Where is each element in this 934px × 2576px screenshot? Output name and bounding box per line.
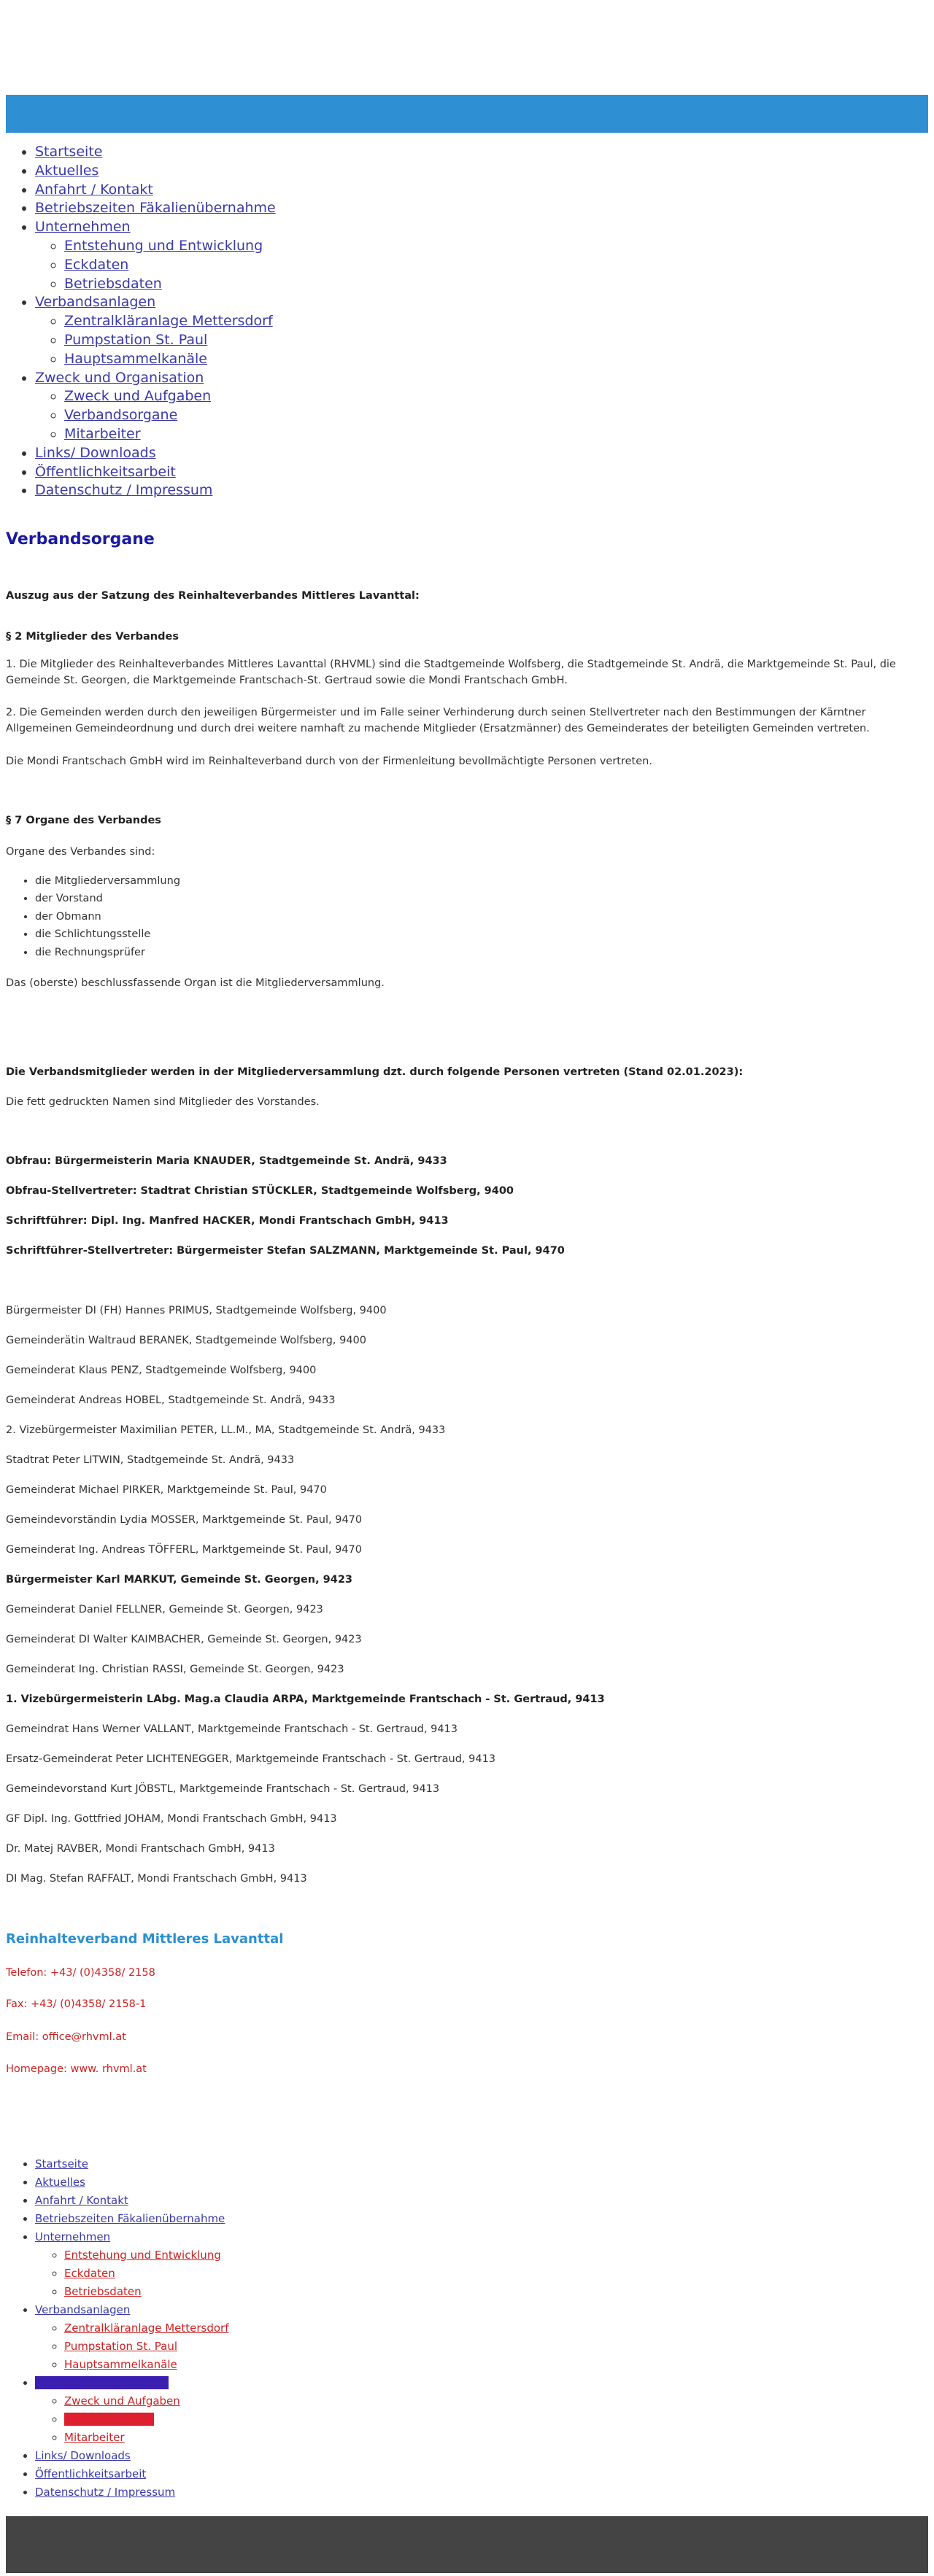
- footer-link-zentralklaeranlage[interactable]: Zentralkläranlage Mettersdorf: [64, 2321, 229, 2335]
- header-bar: [6, 95, 928, 133]
- member-row: Gemeinderat Andreas HOBEL, Stadtgemeinde St. Andrä, 9433: [6, 1394, 336, 1406]
- member-row: Gemeinderätin Waltraud BERANEK, Stadtgemeinde Wolfsberg, 9400: [6, 1335, 367, 1346]
- footer-nav-subitem: [64, 2283, 229, 2301]
- footer-nav-item: [35, 2173, 229, 2192]
- members-heading: Die Verbandsmitglieder werden in der Mitgliederversammlung dzt. durch folgende Personen vertreten (Stand 02.01.2023):: [6, 1066, 744, 1078]
- board-member: Obfrau: Bürgermeisterin Maria KNAUDER, Stadtgemeinde St. Andrä, 9433: [6, 1155, 447, 1167]
- member-row: 2. Vizebürgermeister Maximilian PETER, LL.M., MA, Stadtgemeinde St. Andrä, 9433: [6, 1424, 446, 1436]
- footer-nav-subitem: [64, 2356, 229, 2374]
- list-item: • der Obmann: [35, 908, 180, 926]
- nav-link-mitarbeiter[interactable]: Mitarbeiter: [64, 425, 141, 442]
- footer-link-verbandsorgane[interactable]: Verbandsorgane: [64, 2413, 154, 2426]
- section-7-heading: § 7 Organe des Verbandes: [6, 815, 161, 826]
- nav-link-aktuelles[interactable]: Aktuelles: [35, 162, 99, 179]
- nav-link-hauptsammelkanaele[interactable]: Hauptsammelkanäle: [64, 350, 207, 367]
- footer-nav-subitem: [64, 2392, 229, 2410]
- list-item: • der Vorstand: [35, 890, 180, 907]
- page-title: Verbandsorgane: [6, 530, 155, 548]
- footer-link-datenschutz[interactable]: Datenschutz / Impressum: [35, 2486, 176, 2499]
- member-row: 1. Vizebürgermeisterin LAbg. Mag.a Claudia ARPA, Marktgemeinde Frantschach - St. Gertraud, 9413: [6, 1694, 605, 1705]
- section-7-intro: Organe des Verbandes sind:: [6, 846, 155, 858]
- section-2-paragraph-2: 2. Die Gemeinden werden durch den jeweiligen Bürgermeister und im Falle seiner Verhinderung durch seinen Stellvertreter nach den Bestimmungen der Kärntner Allgemeinen Gemeindeordnung und durch drei weitere namhaft zu machende Mitglieder (Ersatzmänner) des Gemeinderates der beteiligten Gemeinden vertreten.: [6, 707, 870, 734]
- nav-link-verbandsanlagen[interactable]: Verbandsanlagen: [35, 294, 156, 311]
- footer-link-mitarbeiter[interactable]: Mitarbeiter: [64, 2431, 125, 2444]
- contact-phone: Telefon: +43/ (0)4358/ 2158: [6, 1967, 155, 1979]
- member-row: Dr. Matej RAVBER, Mondi Frantschach GmbH, 9413: [6, 1843, 275, 1855]
- contact-fax: Fax: +43/ (0)4358/ 2158-1: [6, 1998, 147, 2010]
- member-row: Gemeinderat Ing. Andreas TÖFFERL, Marktgemeinde St. Paul, 9470: [6, 1544, 362, 1556]
- section-7-outro: Das (oberste) beschlussfassende Organ ist die Mitgliederversammlung.: [6, 977, 385, 989]
- nav-item-datenschutz: [35, 481, 928, 500]
- footer-link-aktuelles[interactable]: Aktuelles: [35, 2176, 85, 2189]
- main-nav: [6, 143, 928, 500]
- nav-link-links-downloads[interactable]: Links/ Downloads: [35, 444, 156, 461]
- board-member: Schriftführer-Stellvertreter: Bürgermeister Stefan SALZMANN, Marktgemeinde St. Paul, 9470: [6, 1245, 565, 1257]
- nav-link-anfahrt[interactable]: Anfahrt / Kontakt: [35, 181, 153, 198]
- list-item: • die Rechnungsprüfer: [35, 944, 180, 961]
- excerpt-heading: Auszug aus der Satzung des Reinhalteverbandes Mittleres Lavanttal:: [6, 590, 420, 602]
- member-row: Gemeinderat Michael PIRKER, Marktgemeinde St. Paul, 9470: [6, 1484, 327, 1496]
- nav-link-unternehmen[interactable]: Unternehmen: [35, 219, 131, 236]
- nav-link-pumpstation[interactable]: Pumpstation St. Paul: [64, 331, 208, 348]
- footer-nav-item: [35, 2192, 229, 2210]
- footer-link-oeffentlichkeitsarbeit[interactable]: Öffentlichkeitsarbeit: [35, 2467, 147, 2480]
- nav-item-aktuelles: [35, 162, 928, 181]
- members-note: Die fett gedruckten Namen sind Mitglieder des Vorstandes.: [6, 1096, 320, 1108]
- nav-subitem: [64, 237, 928, 256]
- nav-item-links: [35, 444, 928, 463]
- footer-nav-item: [35, 2210, 229, 2228]
- footer-link-verbandsanlagen[interactable]: Verbandsanlagen: [35, 2303, 131, 2316]
- nav-subitem: [64, 275, 928, 294]
- nav-subitem: [64, 425, 928, 444]
- nav-subitem: [64, 312, 928, 331]
- footer-nav-item: [35, 2155, 229, 2173]
- nav-item-zweck-organisation: [35, 369, 928, 444]
- nav-subitem: [64, 387, 928, 406]
- footer-link-links-downloads[interactable]: Links/ Downloads: [35, 2449, 131, 2462]
- nav-link-eckdaten[interactable]: Eckdaten: [64, 256, 129, 273]
- homepage-link[interactable]: Homepage: www. rhvml.at: [6, 2063, 147, 2075]
- nav-item-oeffentlichkeitsarbeit: [35, 463, 928, 482]
- footer-title: Reinhalteverband Mittleres Lavanttal: [6, 1931, 284, 1947]
- footer-nav-item: [35, 2374, 229, 2447]
- footer-link-hauptsammelkanaele[interactable]: Hauptsammelkanäle: [64, 2358, 177, 2371]
- footer-nav-item: [35, 2447, 229, 2465]
- nav-link-betriebsdaten[interactable]: Betriebsdaten: [64, 275, 162, 292]
- footer-link-betriebsdaten[interactable]: Betriebsdaten: [64, 2285, 142, 2298]
- footer-nav-subitem: [64, 2265, 229, 2283]
- submenu-zweck-organisation: [35, 387, 928, 443]
- board-member: Obfrau-Stellvertreter: Stadtrat Christian STÜCKLER, Stadtgemeinde Wolfsberg, 9400: [6, 1185, 514, 1197]
- member-row: Gemeinderat Klaus PENZ, Stadtgemeinde Wolfsberg, 9400: [6, 1365, 317, 1376]
- organs-list: [6, 872, 180, 961]
- nav-link-oeffentlichkeitsarbeit[interactable]: Öffentlichkeitsarbeit: [35, 463, 176, 480]
- footer-nav-item: [35, 2301, 229, 2374]
- nav-item-betriebszeiten: [35, 199, 928, 218]
- footer-submenu-unternehmen: [35, 2246, 229, 2301]
- list-item: • die Mitgliederversammlung: [35, 872, 180, 890]
- nav-subitem: [64, 406, 928, 425]
- nav-link-startseite[interactable]: Startseite: [35, 144, 103, 160]
- nav-item-anfahrt: [35, 181, 928, 200]
- footer-bar: [6, 2516, 928, 2573]
- footer-nav-subitem: [64, 2429, 229, 2447]
- section-2-paragraph-3: Die Mondi Frantschach GmbH wird im Reinhalteverband durch von der Firmenleitung bevollmächtigte Personen vertreten.: [6, 756, 652, 767]
- nav-item-verbandsanlagen: [35, 293, 928, 368]
- member-row: Ersatz-Gemeinderat Peter LICHTENEGGER, Marktgemeinde Frantschach - St. Gertraud, 9413: [6, 1753, 496, 1765]
- member-row: Stadtrat Peter LITWIN, Stadtgemeinde St. Andrä, 9433: [6, 1454, 295, 1466]
- nav-item-startseite: [35, 143, 928, 162]
- footer-link-startseite[interactable]: Startseite: [35, 2157, 88, 2170]
- footer-nav: [6, 2155, 229, 2502]
- member-row: Gemeindevorständin Lydia MOSSER, Marktgemeinde St. Paul, 9470: [6, 1514, 363, 1526]
- member-row: Bürgermeister DI (FH) Hannes PRIMUS, Stadtgemeinde Wolfsberg, 9400: [6, 1305, 387, 1316]
- footer-link-zweck-organisation[interactable]: Zweck und Organisation: [35, 2376, 169, 2389]
- nav-subitem: [64, 256, 928, 275]
- footer-nav-subitem: [64, 2319, 229, 2338]
- contact-email[interactable]: [6, 2031, 126, 2043]
- nav-link-zweck-organisation[interactable]: Zweck und Organisation: [35, 369, 204, 386]
- footer-link-pumpstation[interactable]: Pumpstation St. Paul: [64, 2340, 177, 2353]
- footer-nav-item: [35, 2228, 229, 2301]
- footer-link-eckdaten[interactable]: Eckdaten: [64, 2267, 115, 2280]
- contact-homepage[interactable]: [6, 2063, 147, 2075]
- submenu-verbandsanlagen: [35, 312, 928, 368]
- nav-link-verbandsorgane[interactable]: Verbandsorgane: [64, 407, 178, 424]
- member-row: Gemeinderat Daniel FELLNER, Gemeinde St. Georgen, 9423: [6, 1604, 323, 1615]
- member-row: Gemeindrat Hans Werner VALLANT, Marktgemeinde Frantschach - St. Gertraud, 9413: [6, 1723, 458, 1735]
- member-row: GF Dipl. Ing. Gottfried JOHAM, Mondi Frantschach GmbH, 9413: [6, 1813, 337, 1825]
- header-space: [6, 0, 928, 95]
- member-row: Gemeinderat DI Walter KAIMBACHER, Gemeinde St. Georgen, 9423: [6, 1634, 362, 1645]
- submenu-unternehmen: [35, 237, 928, 293]
- footer-link-betriebszeiten[interactable]: Betriebszeiten Fäkalienübernahme: [35, 2212, 225, 2225]
- footer-nav-subitem: [64, 2246, 229, 2265]
- nav-subitem: [64, 331, 928, 350]
- nav-link-datenschutz[interactable]: Datenschutz / Impressum: [35, 482, 213, 499]
- board-member: Schriftführer: Dipl. Ing. Manfred HACKER, Mondi Frantschach GmbH, 9413: [6, 1215, 449, 1227]
- member-row: Bürgermeister Karl MARKUT, Gemeinde St. Georgen, 9423: [6, 1574, 353, 1586]
- member-row: Gemeinderat Ing. Christian RASSI, Gemeinde St. Georgen, 9423: [6, 1664, 344, 1675]
- member-row: Gemeindevorstand Kurt JÖBSTL, Marktgemeinde Frantschach - St. Gertraud, 9413: [6, 1783, 440, 1795]
- footer-nav-subitem: [64, 2410, 229, 2429]
- nav-link-zweck-aufgaben[interactable]: Zweck und Aufgaben: [64, 388, 212, 405]
- section-2-heading: § 2 Mitglieder des Verbandes: [6, 631, 179, 643]
- nav-link-zentralklaeranlage[interactable]: Zentralkläranlage Mettersdorf: [64, 313, 273, 330]
- nav-item-unternehmen: [35, 218, 928, 293]
- section-2-paragraph-1: 1. Die Mitglieder des Reinhalteverbandes Mittleres Lavanttal (RHVML) sind die Stadtgemeinde Wolfsberg, die Stadtgemeinde St. Andrä, die Marktgemeinde St. Paul, die Gemeinde St. Georgen, die Marktgemeinde Frantschach-St. Gertraud sowie die Mondi Frantschach GmbH.: [6, 659, 896, 686]
- member-row: DI Mag. Stefan RAFFALT, Mondi Frantschach GmbH, 9413: [6, 1873, 307, 1885]
- footer-submenu-verbandsanlagen: [35, 2319, 229, 2374]
- nav-link-entstehung[interactable]: Entstehung und Entwicklung: [64, 237, 263, 254]
- footer-link-entstehung[interactable]: Entstehung und Entwicklung: [64, 2249, 221, 2262]
- email-link[interactable]: Email: office@rhvml.at: [6, 2031, 126, 2043]
- footer-nav-item: [35, 2465, 229, 2483]
- footer-submenu-zweck-organisation: [35, 2392, 229, 2447]
- nav-link-betriebszeiten[interactable]: Betriebszeiten Fäkalienübernahme: [35, 200, 276, 217]
- list-item: • die Schlichtungsstelle: [35, 926, 180, 943]
- footer-nav-subitem: [64, 2338, 229, 2356]
- footer-nav-item: [35, 2483, 229, 2502]
- nav-subitem: [64, 350, 928, 369]
- footer-link-anfahrt[interactable]: Anfahrt / Kontakt: [35, 2194, 128, 2207]
- footer-link-zweck-aufgaben[interactable]: Zweck und Aufgaben: [64, 2394, 180, 2408]
- footer-link-unternehmen[interactable]: Unternehmen: [35, 2230, 111, 2243]
